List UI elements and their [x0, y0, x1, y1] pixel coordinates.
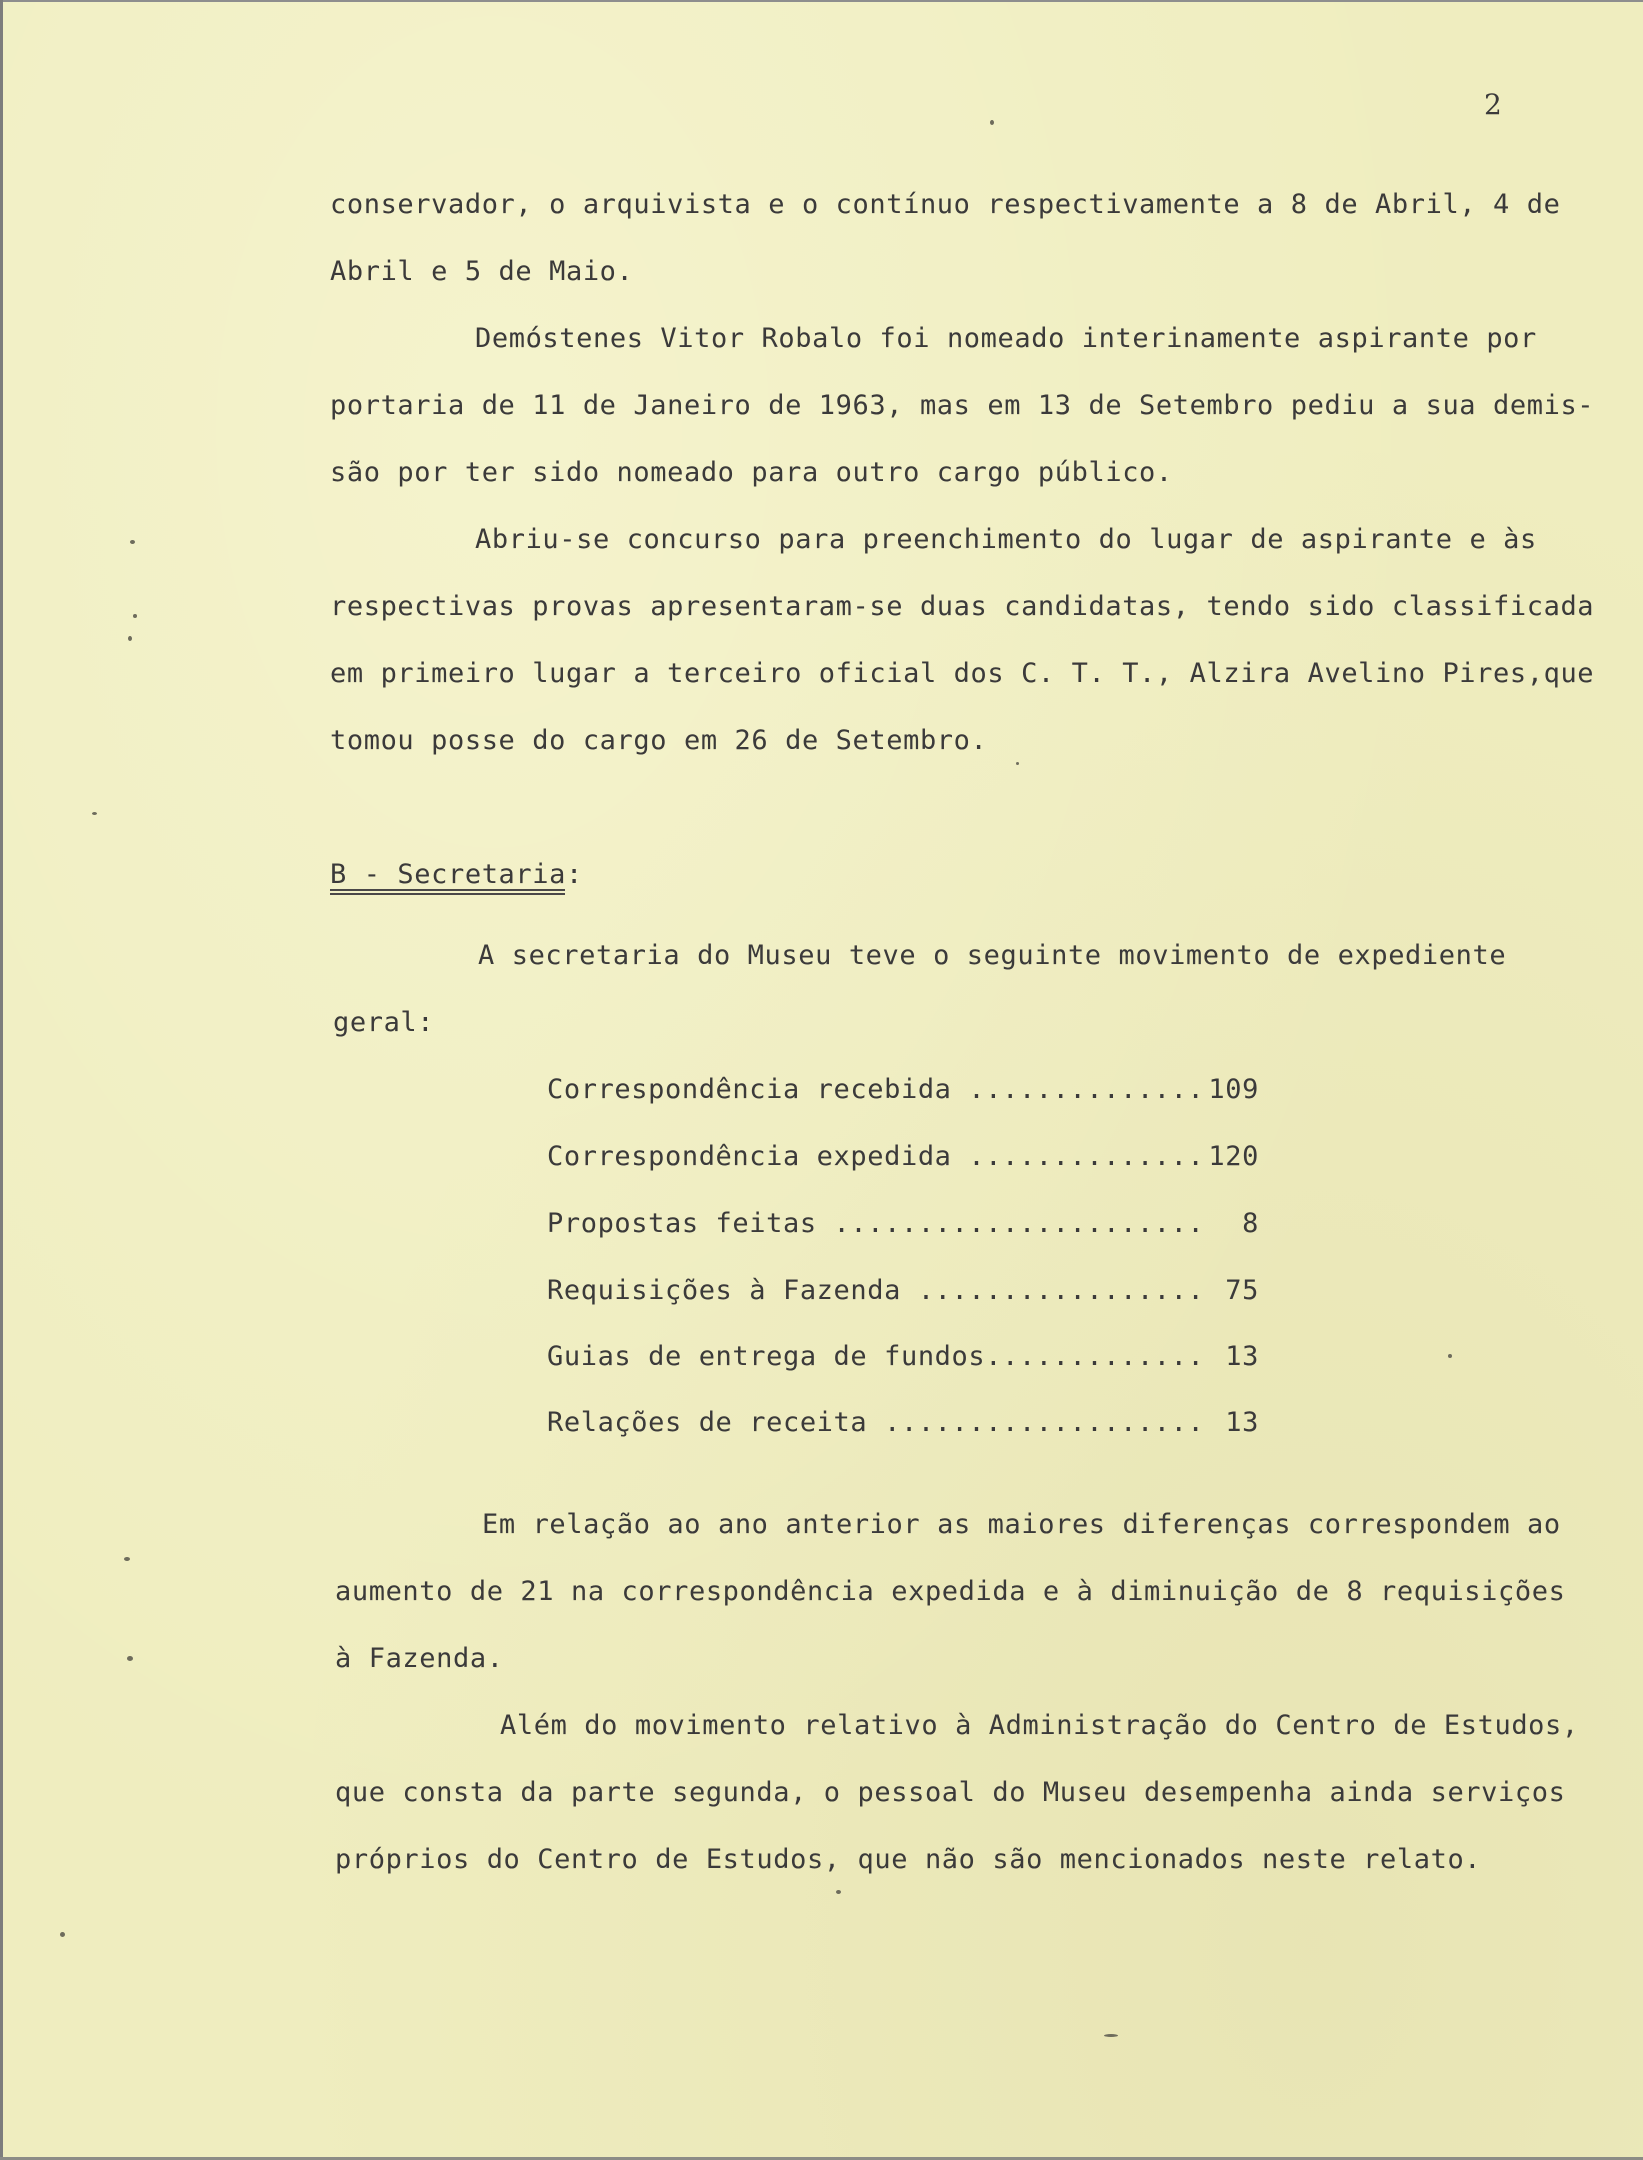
- paragraph-6-line-3: próprios do Centro de Estudos, que não são mencionados neste relato.: [335, 1844, 1482, 1875]
- scan-speck: [92, 812, 97, 815]
- stat-label: Correspondência expedida ..............: [547, 1141, 1205, 1172]
- paragraph-6-line-2: que consta da parte segunda, o pessoal do Museu desempenha ainda serviços: [335, 1777, 1566, 1808]
- page-number: 2: [1484, 88, 1502, 121]
- scan-speck: [127, 1656, 133, 1661]
- paragraph-2-line-2: portaria de 11 de Janeiro de 1963, mas em 13 de Setembro pediu a sua demis-: [330, 390, 1595, 421]
- scan-speck: [1016, 762, 1019, 765]
- scan-speck: [130, 540, 135, 544]
- paragraph-3-line-3: em primeiro lugar a terceiro oficial dos C. T. T., Alzira Avelino Pires,que: [330, 658, 1595, 689]
- paragraph-6-line-1: Além do movimento relativo à Administração do Centro de Estudos,: [500, 1710, 1579, 1741]
- paragraph-3-line-4: tomou posse do cargo em 26 de Setembro.: [330, 725, 988, 756]
- paragraph-2-line-1: Demóstenes Vitor Robalo foi nomeado interinamente aspirante por: [475, 323, 1537, 354]
- scan-speck: [990, 120, 994, 125]
- paragraph-5-line-3: à Fazenda.: [335, 1643, 504, 1674]
- paragraph-4-line-1: A secretaria do Museu teve o seguinte movimento de expediente: [478, 940, 1507, 971]
- stat-label: Guias de entrega de fundos.............: [547, 1341, 1205, 1372]
- scan-speck: [1448, 1354, 1452, 1358]
- section-heading: B - Secretaria:: [330, 859, 583, 890]
- stat-label: Relações de receita ...................: [547, 1407, 1205, 1438]
- scan-speck: [836, 1890, 841, 1894]
- stat-value: 8: [1242, 1208, 1259, 1239]
- stat-label: Propostas feitas ......................: [547, 1208, 1205, 1239]
- stat-label: Correspondência recebida ..............: [547, 1074, 1205, 1105]
- scan-edge-top: [0, 0, 1643, 2]
- paragraph-3-line-1: Abriu-se concurso para preenchimento do lugar de aspirante e às: [475, 524, 1537, 555]
- scan-speck: [128, 636, 132, 641]
- scan-edge-left: [0, 0, 3, 2160]
- paragraph-5-line-1: Em relação ao ano anterior as maiores diferenças correspondem ao: [482, 1509, 1561, 1540]
- stat-value: 109: [1208, 1074, 1259, 1105]
- paragraph-2-line-3: são por ter sido nomeado para outro cargo público.: [330, 457, 1173, 488]
- stat-value: 75: [1225, 1275, 1259, 1306]
- scan-speck: [60, 1932, 65, 1937]
- scan-speck: [124, 1557, 130, 1561]
- stat-value: 13: [1225, 1407, 1259, 1438]
- scan-speck: [1104, 2034, 1118, 2037]
- scan-speck: [133, 614, 137, 618]
- heading-double-underline: [330, 889, 565, 895]
- paragraph-1-line-1: conservador, o arquivista e o contínuo respectivamente a 8 de Abril, 4 de: [330, 189, 1561, 220]
- stat-value: 13: [1225, 1341, 1259, 1372]
- paragraph-5-line-2: aumento de 21 na correspondência expedida e à diminuição de 8 requisições: [335, 1576, 1566, 1607]
- paragraph-1-line-2: Abril e 5 de Maio.: [330, 256, 634, 287]
- stat-value: 120: [1208, 1141, 1259, 1172]
- paragraph-4-line-2: geral:: [333, 1007, 435, 1038]
- stat-label: Requisições à Fazenda .................: [547, 1275, 1205, 1306]
- paragraph-3-line-2: respectivas provas apresentaram-se duas candidatas, tendo sido classificada: [330, 591, 1595, 622]
